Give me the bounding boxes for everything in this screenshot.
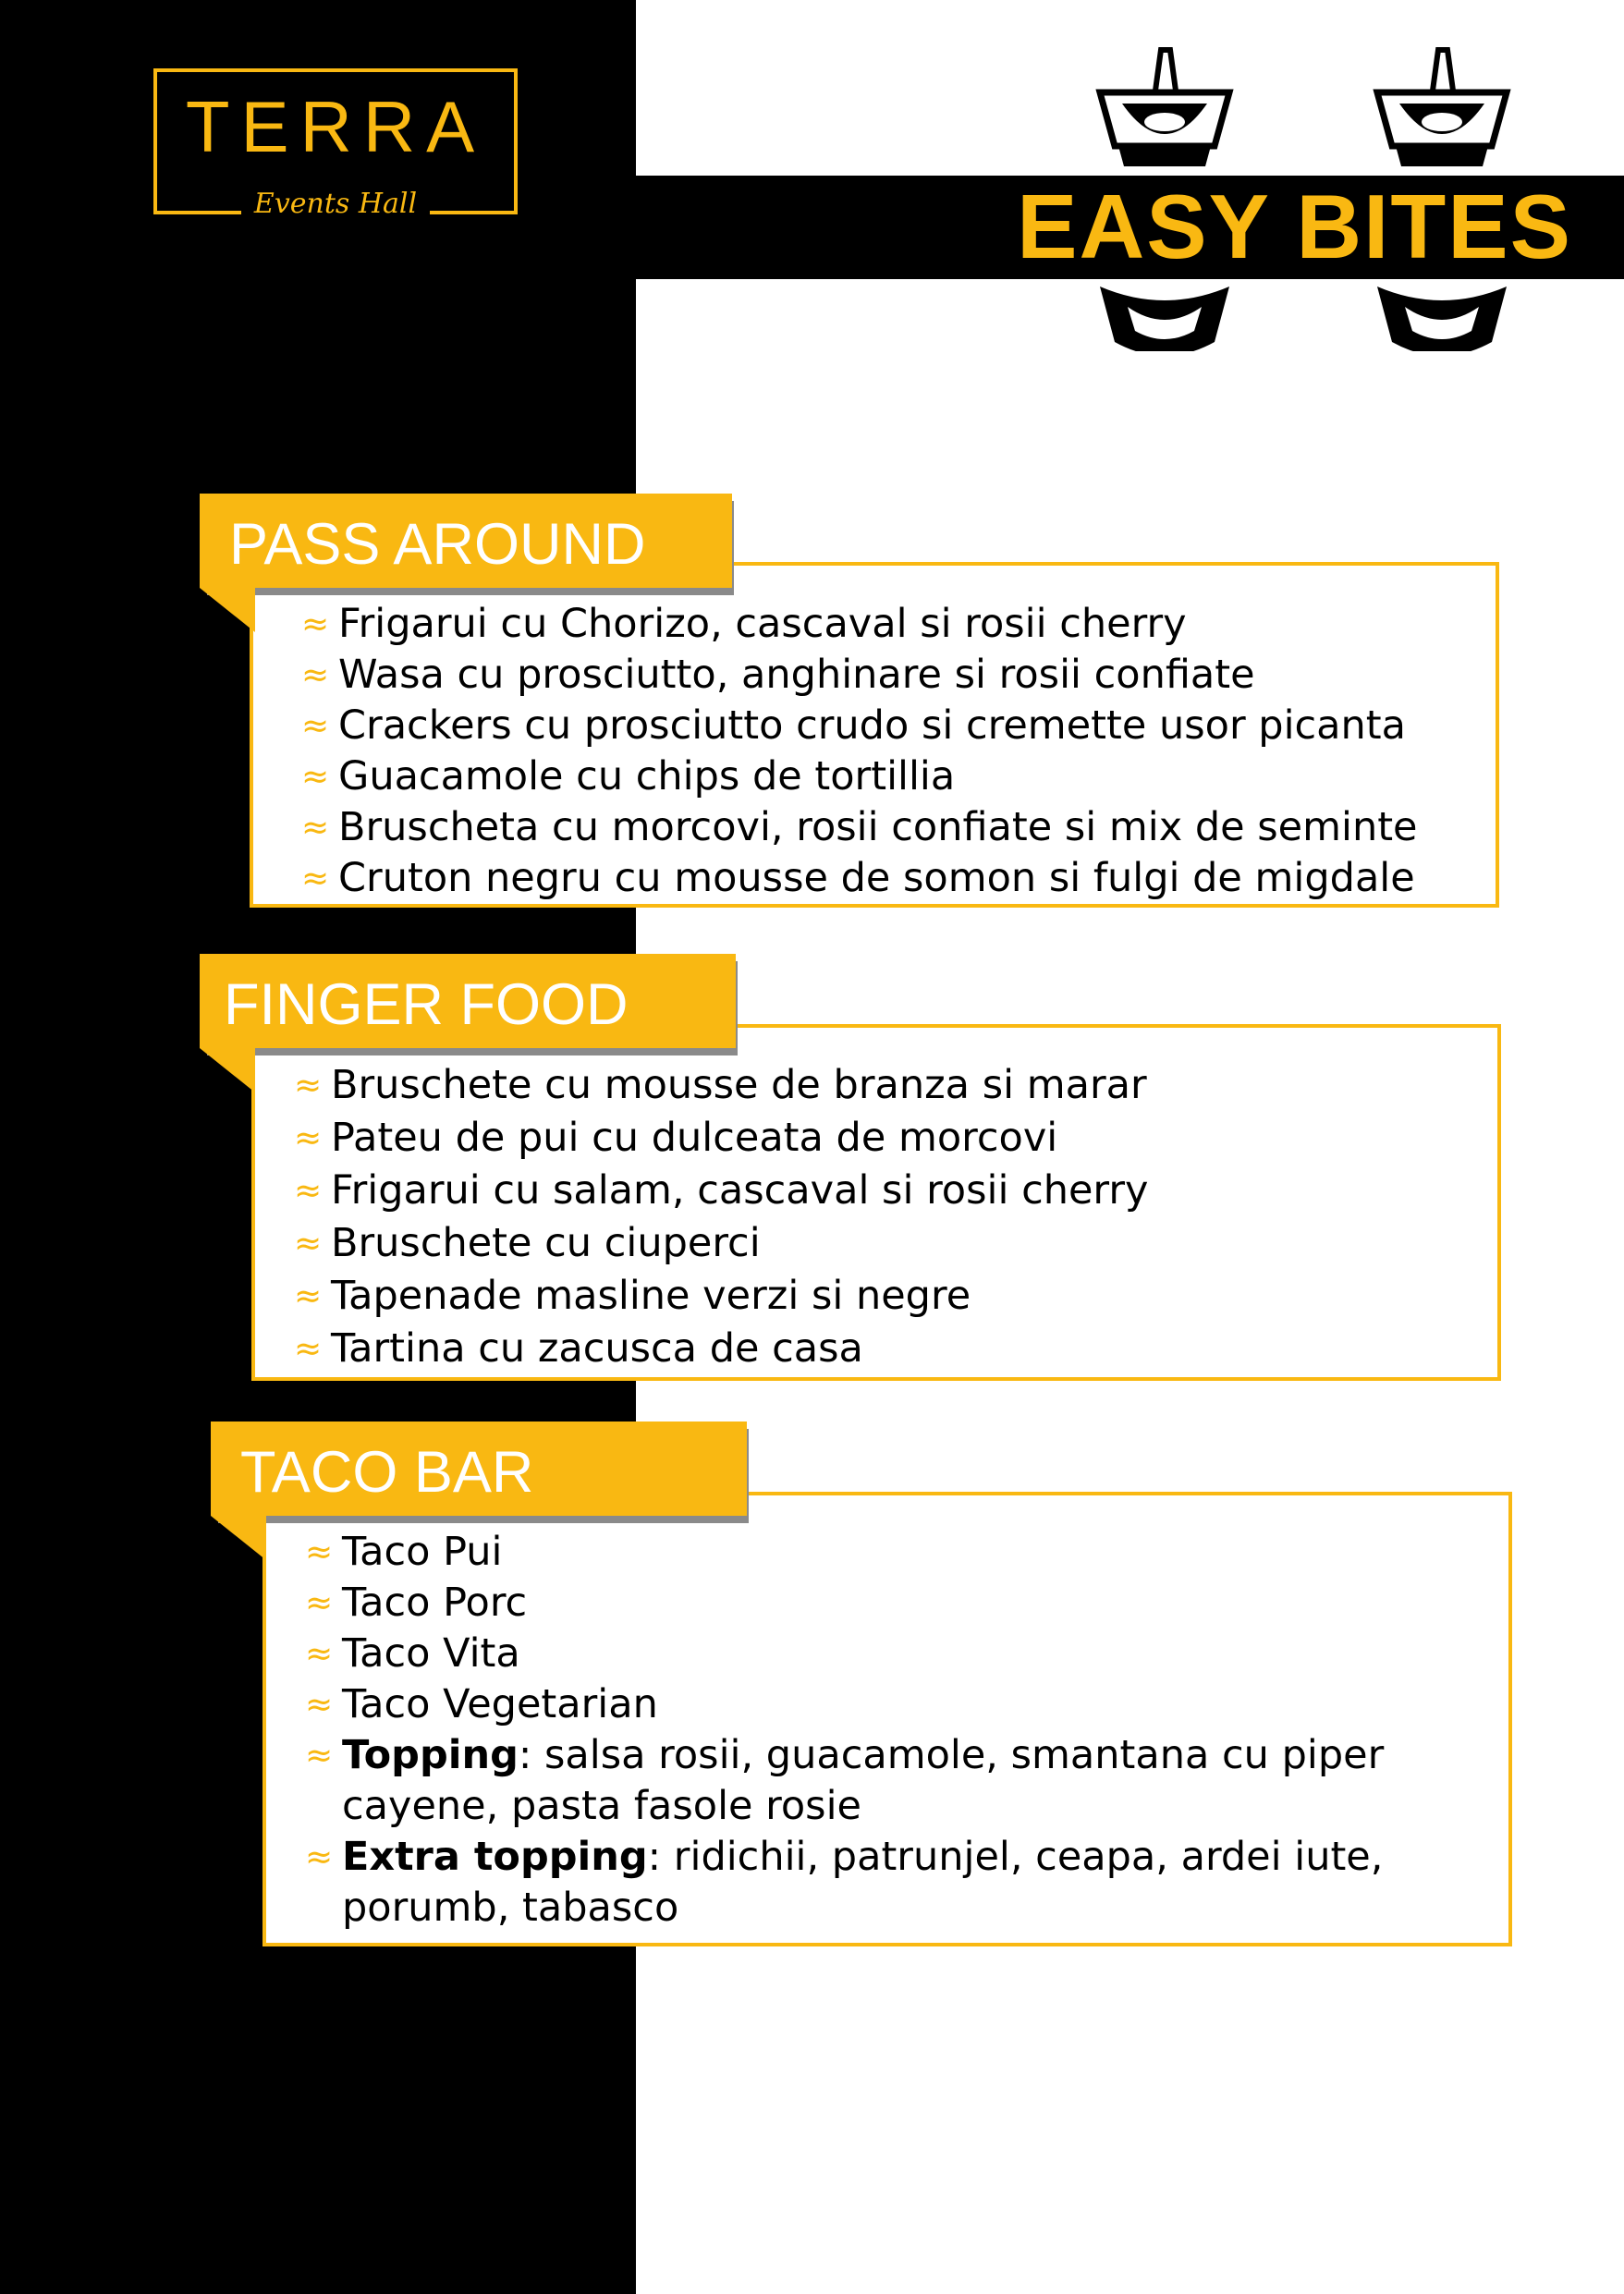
section-title-finger-food: FINGER FOOD: [200, 954, 736, 1048]
bullet-icon: ≈: [305, 1533, 334, 1571]
list-item: [301, 751, 1418, 802]
item-text: Taco Pui: [342, 1529, 503, 1575]
logo-subtitle: Events Hall: [241, 188, 430, 220]
item-text: Tapenade masline verzi si negre: [331, 1273, 971, 1319]
item-text: Tartina cu zacusca de casa: [331, 1325, 863, 1372]
tab-fold: [200, 1048, 255, 1092]
list-item: [294, 1270, 1148, 1323]
item-text: Taco Vegetarian: [342, 1681, 658, 1727]
bullet-icon: ≈: [301, 707, 330, 745]
item-text: Wasa cu prosciutto, anghinare si rosii confiate: [338, 652, 1255, 698]
finger-food-list: [294, 1059, 1148, 1375]
pass-around-list: [301, 599, 1418, 904]
list-item: [305, 1527, 1470, 1578]
item-text: Cruton negru cu mousse de somon si fulgi de migdale: [338, 855, 1415, 901]
topping-text: : salsa rosii, guacamole, smantana cu piper cayene, pasta fasole rosie: [342, 1732, 1385, 1829]
logo-wordmark: TERRA: [185, 86, 486, 167]
taco-bar-list: [305, 1527, 1470, 1934]
item-text: Pateu de pui cu dulceata de morcovi: [331, 1115, 1058, 1161]
bullet-icon: ≈: [305, 1686, 334, 1724]
list-item: [301, 853, 1418, 904]
item-text: Bruschete cu mousse de branza si marar: [331, 1062, 1147, 1108]
bullet-icon: ≈: [301, 860, 330, 897]
section-title-taco-bar: TACO BAR: [211, 1422, 747, 1516]
bullet-icon: ≈: [294, 1172, 323, 1210]
extra-topping-text: : ridichii, patrunjel, ceapa, ardei iute, porumb, tabasco: [342, 1834, 1384, 1931]
bullet-icon: ≈: [301, 758, 330, 796]
list-item: [294, 1059, 1148, 1112]
list-item: [294, 1165, 1148, 1217]
list-item: [305, 1832, 1433, 1934]
list-item: [305, 1578, 1470, 1629]
item-text: Taco Vita: [342, 1630, 520, 1677]
bullet-icon: ≈: [305, 1635, 334, 1673]
list-item: [294, 1217, 1148, 1270]
item-text: Frigarui cu salam, cascaval si rosii cherry: [331, 1167, 1149, 1214]
bullet-icon: ≈: [301, 605, 330, 643]
tab-fold: [211, 1516, 266, 1560]
bullet-icon: ≈: [301, 656, 330, 694]
list-item: [301, 599, 1418, 650]
bullet-icon: ≈: [294, 1277, 323, 1315]
page-title: EASY BITES: [1017, 176, 1572, 277]
item-text: Bruscheta cu morcovi, rosii confiate si mix de seminte: [338, 804, 1418, 850]
list-item: [305, 1679, 1470, 1730]
extra-topping-label: Extra topping: [342, 1834, 648, 1880]
list-item: [301, 650, 1418, 701]
bullet-icon: ≈: [305, 1584, 334, 1622]
list-item: [301, 701, 1418, 751]
section-title-pass-around: PASS AROUND: [200, 494, 732, 588]
bullet-icon: ≈: [294, 1330, 323, 1368]
bullet-icon: ≈: [305, 1737, 334, 1775]
terra-logo: [153, 68, 518, 220]
bullet-icon: ≈: [301, 809, 330, 847]
list-item: [294, 1323, 1148, 1375]
tab-fold: [200, 588, 255, 632]
bullet-icon: ≈: [294, 1067, 323, 1104]
bullet-icon: ≈: [294, 1119, 323, 1157]
bullet-icon: ≈: [294, 1225, 323, 1263]
list-item: [301, 802, 1418, 853]
topping-label: Topping: [342, 1732, 519, 1778]
item-text: Bruschete cu ciuperci: [331, 1220, 761, 1266]
list-item: [294, 1112, 1148, 1165]
item-text: Guacamole cu chips de tortillia: [338, 753, 956, 799]
item-text: Crackers cu prosciutto crudo si cremette usor picanta: [338, 702, 1406, 749]
logo-subtitle-wrap: [157, 190, 514, 218]
item-text: Taco Porc: [342, 1580, 528, 1626]
list-item: [305, 1730, 1433, 1832]
item-text: Frigarui cu Chorizo, cascaval si rosii cherry: [338, 601, 1187, 647]
title-band: [636, 176, 1624, 279]
list-item: [305, 1629, 1470, 1679]
bullet-icon: ≈: [305, 1838, 334, 1876]
